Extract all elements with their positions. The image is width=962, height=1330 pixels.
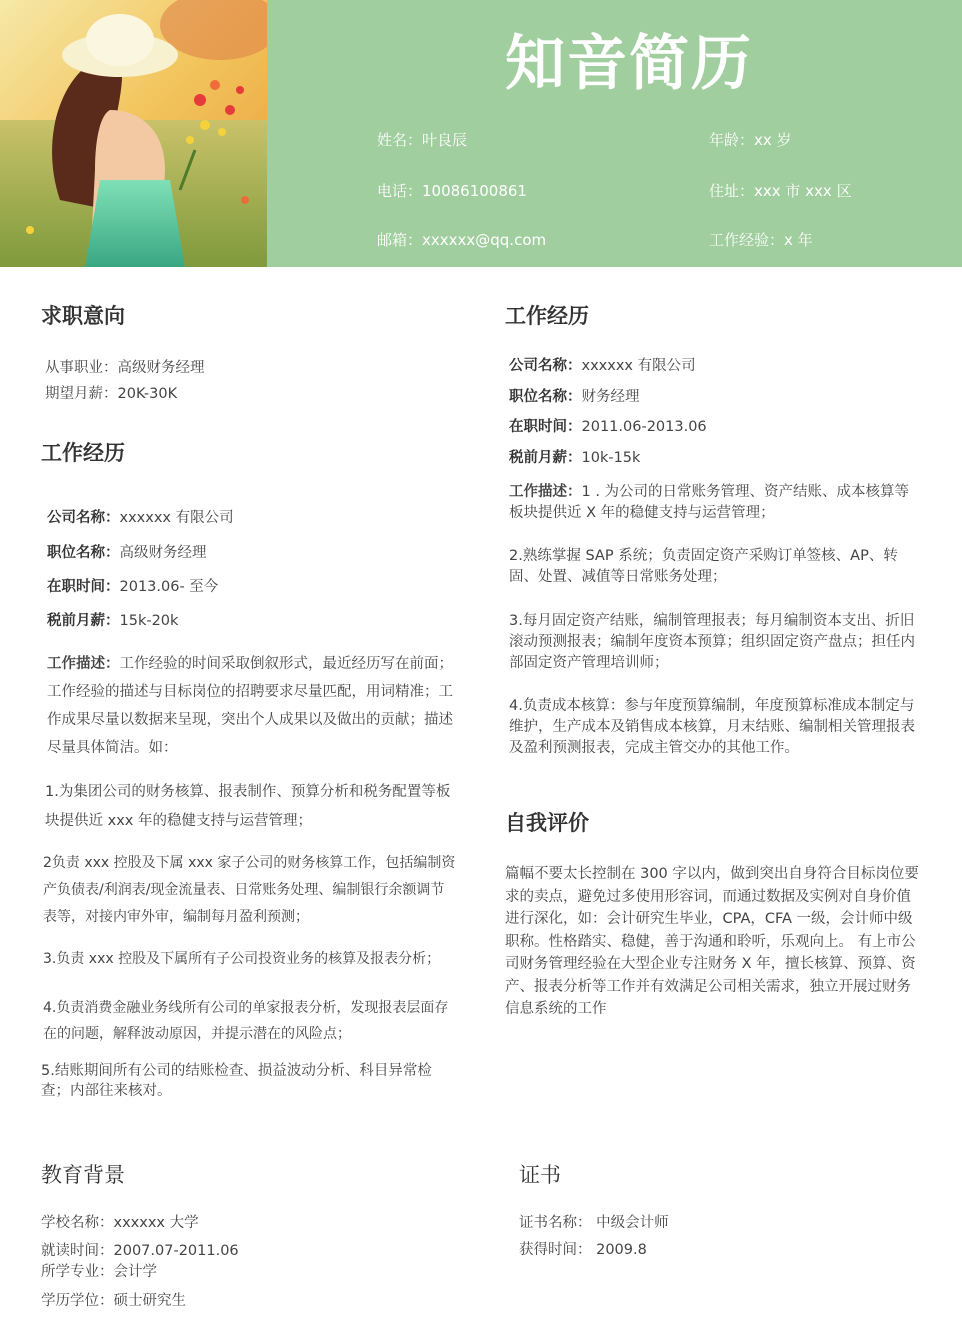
intent-position: 从事职业：高级财务经理 bbox=[45, 360, 205, 376]
work-right-item-3: 3.每月固定资产结账，编制管理报表；每月编制资本支出、折旧滚动预测报表；编制年度资本预算；组织固定资产盘点；担任内部固定资产管理培训师； bbox=[509, 613, 915, 671]
work-right-item-4: 4.负责成本核算：参与年度预算编制，年度预算标准成本制定与维护，生产成本及销售成本核算，月末结账、编制相关管理报表及盈利预测报表，完成主管交办的其他工作。 bbox=[509, 698, 915, 756]
work-right-salary bbox=[509, 448, 640, 468]
work-left-item-2: 2负责 xxx 控股及下属 xxx 家子公司的财务核算工作，包括编制资产负债表/利润表/现金流量表、日常账务处理、编制银行余额调节表等，对接内审外审，编制每月盈利预测； bbox=[43, 855, 456, 925]
work-left-desc bbox=[47, 650, 459, 762]
position-value: 财务经理 bbox=[581, 389, 640, 405]
email-field: 邮箱：xxxxxx@qq.com bbox=[377, 231, 547, 249]
salary-label: 税前月薪： bbox=[509, 450, 582, 466]
work-right-position bbox=[509, 387, 640, 407]
work-left-period bbox=[47, 577, 218, 597]
work-left-item-5: 5.结账期间所有公司的结账检查、损益波动分析、科目异常检查；内部往来核对。 bbox=[41, 1063, 432, 1099]
self-eval-title: 自我评价 bbox=[505, 811, 589, 835]
work-right-period bbox=[509, 417, 707, 437]
name-field: 姓名：叶良辰 bbox=[377, 131, 468, 149]
period-value: 2013.06- 至今 bbox=[119, 579, 219, 595]
period-label: 在职时间： bbox=[509, 419, 582, 435]
desc-text: 工作经验的时间采取倒叙形式，最近经历写在前面；工作经验的描述与目标岗位的招聘要求尽量匹配，用词精准；工作成果尽量以数据来呈现，突出个人成果以及做出的贡献；描述尽量具体简洁。如： bbox=[47, 656, 453, 756]
work-right-company bbox=[509, 356, 696, 376]
education-title: 教育背景 bbox=[41, 1163, 125, 1187]
work-right-title: 工作经历 bbox=[505, 304, 589, 328]
certificate-name: 证书名称： 中级会计师 bbox=[519, 1215, 669, 1231]
position-value: 高级财务经理 bbox=[119, 545, 207, 561]
company-value: xxxxxx 有限公司 bbox=[581, 358, 696, 374]
work-left-item-4: 4.负责消费金融业务线所有公司的单家报表分析，发现报表层面存在的问题，解释波动原因，并提示潜在的风险点； bbox=[43, 1000, 449, 1042]
resume-title: 知音简历 bbox=[505, 29, 753, 99]
age-field: 年龄：xx 岁 bbox=[709, 131, 792, 149]
profile-photo bbox=[0, 0, 267, 267]
certificate-date: 获得时间： 2009.8 bbox=[519, 1242, 647, 1258]
intent-title: 求职意向 bbox=[41, 304, 125, 328]
experience-field: 工作经验：x 年 bbox=[709, 231, 813, 249]
position-label: 职位名称： bbox=[509, 389, 582, 405]
work-left-salary bbox=[47, 611, 178, 631]
desc-label: 工作描述： bbox=[47, 656, 120, 672]
work-left-item-3: 3.负责 xxx 控股及下属所有子公司投资业务的核算及报表分析； bbox=[43, 951, 441, 967]
period-label: 在职时间： bbox=[47, 579, 120, 595]
position-label: 职位名称： bbox=[47, 545, 120, 561]
desc-text: 1 . 为公司的日常账务管理、资产结账、成本核算等板块提供近 X 年的稳健支持与运营管理； bbox=[509, 484, 910, 521]
intent-salary: 期望月薪：20K-30K bbox=[45, 386, 178, 402]
work-right-item-2: 2.熟练掌握 SAP 系统；负责固定资产采购订单签核、AP、转固、处置、减值等日常账务处理； bbox=[509, 548, 898, 585]
phone-field: 电话：10086100861 bbox=[377, 182, 527, 200]
work-right-item-1 bbox=[509, 482, 919, 524]
address-field: 住址：xxx 市 xxx 区 bbox=[709, 182, 852, 200]
education-major: 所学专业：会计学 bbox=[41, 1264, 157, 1280]
work-left-item-1: 1.为集团公司的财务核算、报表制作、预算分析和税务配置等板块提供近 xxx 年的稳健支持与运营管理； bbox=[45, 784, 451, 829]
company-label: 公司名称： bbox=[509, 358, 582, 374]
salary-value: 10k-15k bbox=[581, 450, 641, 466]
company-value: xxxxxx 有限公司 bbox=[119, 510, 234, 526]
self-eval-text: 篇幅不要太长控制在 300 字以内，做到突出自身符合目标岗位要求的卖点，避免过多使用形容词，而通过数据及实例对自身价值进行深化，如：会计研究生毕业，CPA，CFA 一级，会计师中级职称。性格踏实、稳健，善于沟通和聆听，乐观向上。 有上市公司财务管理经验在大型企业专注财务 X 年，擅长核算、预算、资产、报表分析等工作并有效满足公司相关需求，独立开展过财务信息系统的工作 bbox=[505, 866, 919, 1017]
certificate-title: 证书 bbox=[519, 1163, 561, 1187]
salary-value: 15k-20k bbox=[119, 613, 179, 629]
education-period: 就读时间：2007.07-2011.06 bbox=[41, 1243, 239, 1259]
header-banner bbox=[0, 0, 962, 267]
salary-label: 税前月薪： bbox=[47, 613, 120, 629]
company-label: 公司名称： bbox=[47, 510, 120, 526]
work-left-title: 工作经历 bbox=[41, 441, 125, 465]
work-left-position bbox=[47, 543, 207, 563]
work-left-company bbox=[47, 508, 234, 528]
period-value: 2011.06-2013.06 bbox=[581, 419, 707, 435]
education-school: 学校名称：xxxxxx 大学 bbox=[41, 1215, 199, 1231]
education-degree: 学历学位：硕士研究生 bbox=[41, 1293, 186, 1309]
desc-label: 工作描述： bbox=[509, 484, 582, 500]
